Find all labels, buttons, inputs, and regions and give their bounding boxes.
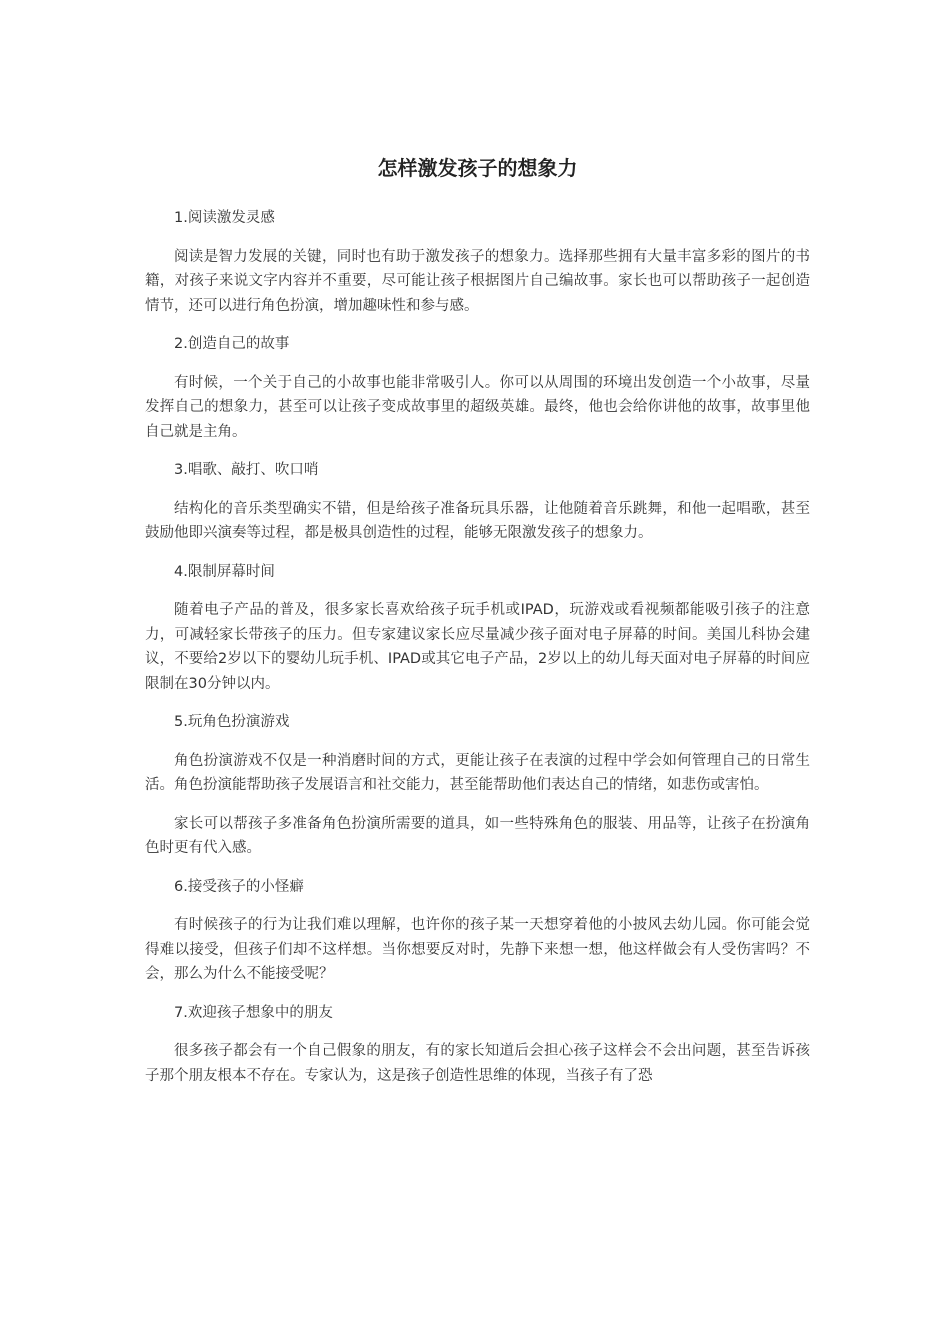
document-body: [145, 152, 810, 1102]
section-4-paragraph-1: 随着电子产品的普及，很多家长喜欢给孩子玩手机或IPAD，玩游戏或看视频都能吸引孩子的注意力，可减轻家长带孩子的压力。但专家建议家长应尽量减少孩子面对电子屏幕的时间。美国儿科协会建议，不要给2岁以下的婴幼儿玩手机、IPAD或其它电子产品，2岁以上的幼儿每天面对电子屏幕的时间应限制在30分钟以内。: [145, 602, 810, 692]
section-heading-4: 4.限制屏幕时间: [174, 563, 275, 580]
section-heading-3: 3.唱歌、敲打、吹口哨: [174, 462, 319, 478]
section-heading-2: 2.创造自己的故事: [174, 336, 290, 352]
section-heading-6: 6.接受孩子的小怪癖: [174, 878, 304, 895]
section-1-paragraph-1: 阅读是智力发展的关键，同时也有助于激发孩子的想象力。选择那些拥有大量丰富多彩的图片的书籍，对孩子来说文字内容并不重要，尽可能让孩子根据图片自己编故事。家长也可以帮助孩子一起创造情节，还可以进行角色扮演，增加趣味性和参与感。: [145, 248, 810, 314]
section-heading-5: 5.玩角色扮演游戏: [174, 714, 290, 730]
section-7-paragraph-1: 很多孩子都会有一个自己假象的朋友，有的家长知道后会担心孩子这样会不会出问题，甚至告诉孩子那个朋友根本不存在。专家认为，这是孩子创造性思维的体现，当孩子有了恐: [145, 1043, 810, 1084]
section-6-paragraph-1: 有时候孩子的行为让我们难以理解，也许你的孩子某一天想穿着他的小披风去幼儿园。你可能会觉得难以接受，但孩子们却不这样想。当你想要反对时，先静下来想一想，他这样做会有人受伤害吗？不会，那么为什么不能接受呢？: [145, 917, 810, 982]
section-2-paragraph-1: 有时候，一个关于自己的小故事也能非常吸引人。你可以从周围的环境出发创造一个小故事，尽量发挥自己的想象力，甚至可以让孩子变成故事里的超级英雄。最终，他也会给你讲他的故事，故事里他自己就是主角。: [145, 374, 810, 440]
section-3-paragraph-1: 结构化的音乐类型确实不错，但是给孩子准备玩具乐器，让他随着音乐跳舞，和他一起唱歌，甚至鼓励他即兴演奏等过程，都是极具创造性的过程，能够无限激发孩子的想象力。: [145, 500, 810, 541]
section-heading-1: 1.阅读激发灵感: [174, 210, 275, 226]
section-heading-7: 7.欢迎孩子想象中的朋友: [174, 1004, 333, 1021]
document-title: 怎样激发孩子的想象力: [377, 156, 578, 180]
section-5-paragraph-1: 角色扮演游戏不仅是一种消磨时间的方式，更能让孩子在表演的过程中学会如何管理自己的日常生活。角色扮演能帮助孩子发展语言和社交能力，甚至能帮助他们表达自己的情绪，如悲伤或害怕。: [145, 752, 810, 793]
section-5-paragraph-2: 家长可以帮孩子多准备角色扮演所需要的道具，如一些特殊角色的服装、用品等，让孩子在扮演角色时更有代入感。: [145, 815, 810, 856]
